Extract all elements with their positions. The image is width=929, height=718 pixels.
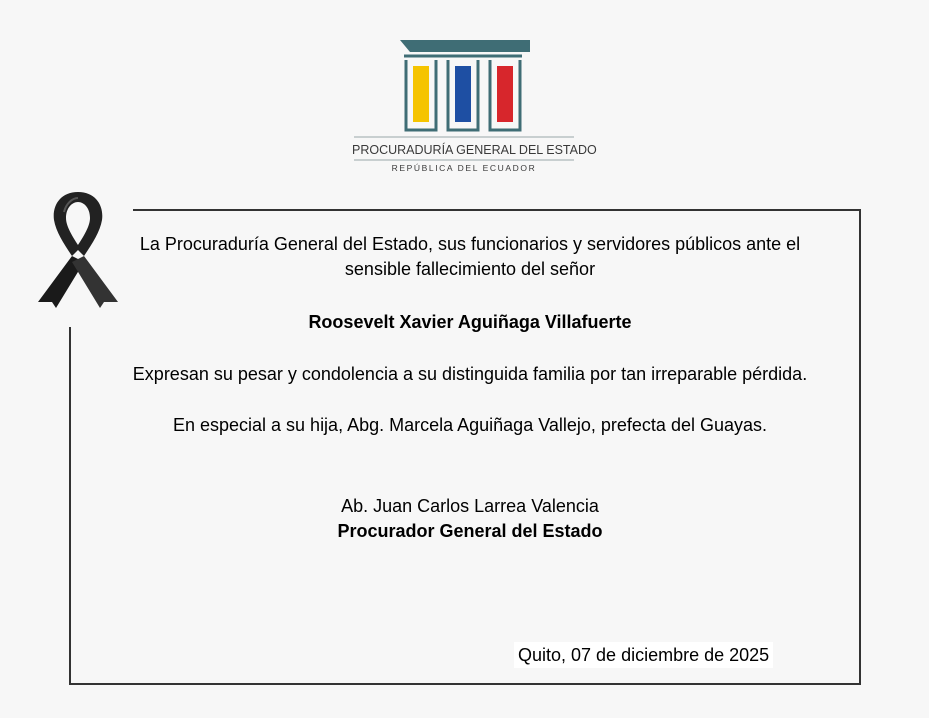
logo-institution-name: PROCURADURÍA GENERAL DEL ESTADO: [352, 143, 597, 157]
special-mention-paragraph: En especial a su hija, Abg. Marcela Aguiñaga Vallejo, prefecta del Guayas.: [172, 415, 768, 435]
signatory-title: Procurador General del Estado: [337, 521, 603, 541]
signatory-name: Ab. Juan Carlos Larrea Valencia: [341, 496, 599, 516]
condolence-message: [130, 232, 810, 544]
institution-logo: [352, 38, 597, 178]
logo-divider: [354, 159, 574, 161]
date-line: Quito, 07 de diciembre de 2025: [514, 642, 773, 668]
intro-paragraph: La Procuraduría General del Estado, sus funcionarios y servidores públicos ante el sensible fallecimiento del señor: [139, 234, 801, 279]
logo-country-subtitle: REPÚBLICA DEL ECUADOR: [391, 163, 537, 173]
deceased-name: Roosevelt Xavier Aguiñaga Villafuerte: [308, 312, 632, 332]
condolence-paragraph: Expresan su pesar y condolencia a su distinguida familia por tan irreparable pérdida.: [132, 364, 808, 384]
institution-emblem-icon: [352, 38, 576, 138]
